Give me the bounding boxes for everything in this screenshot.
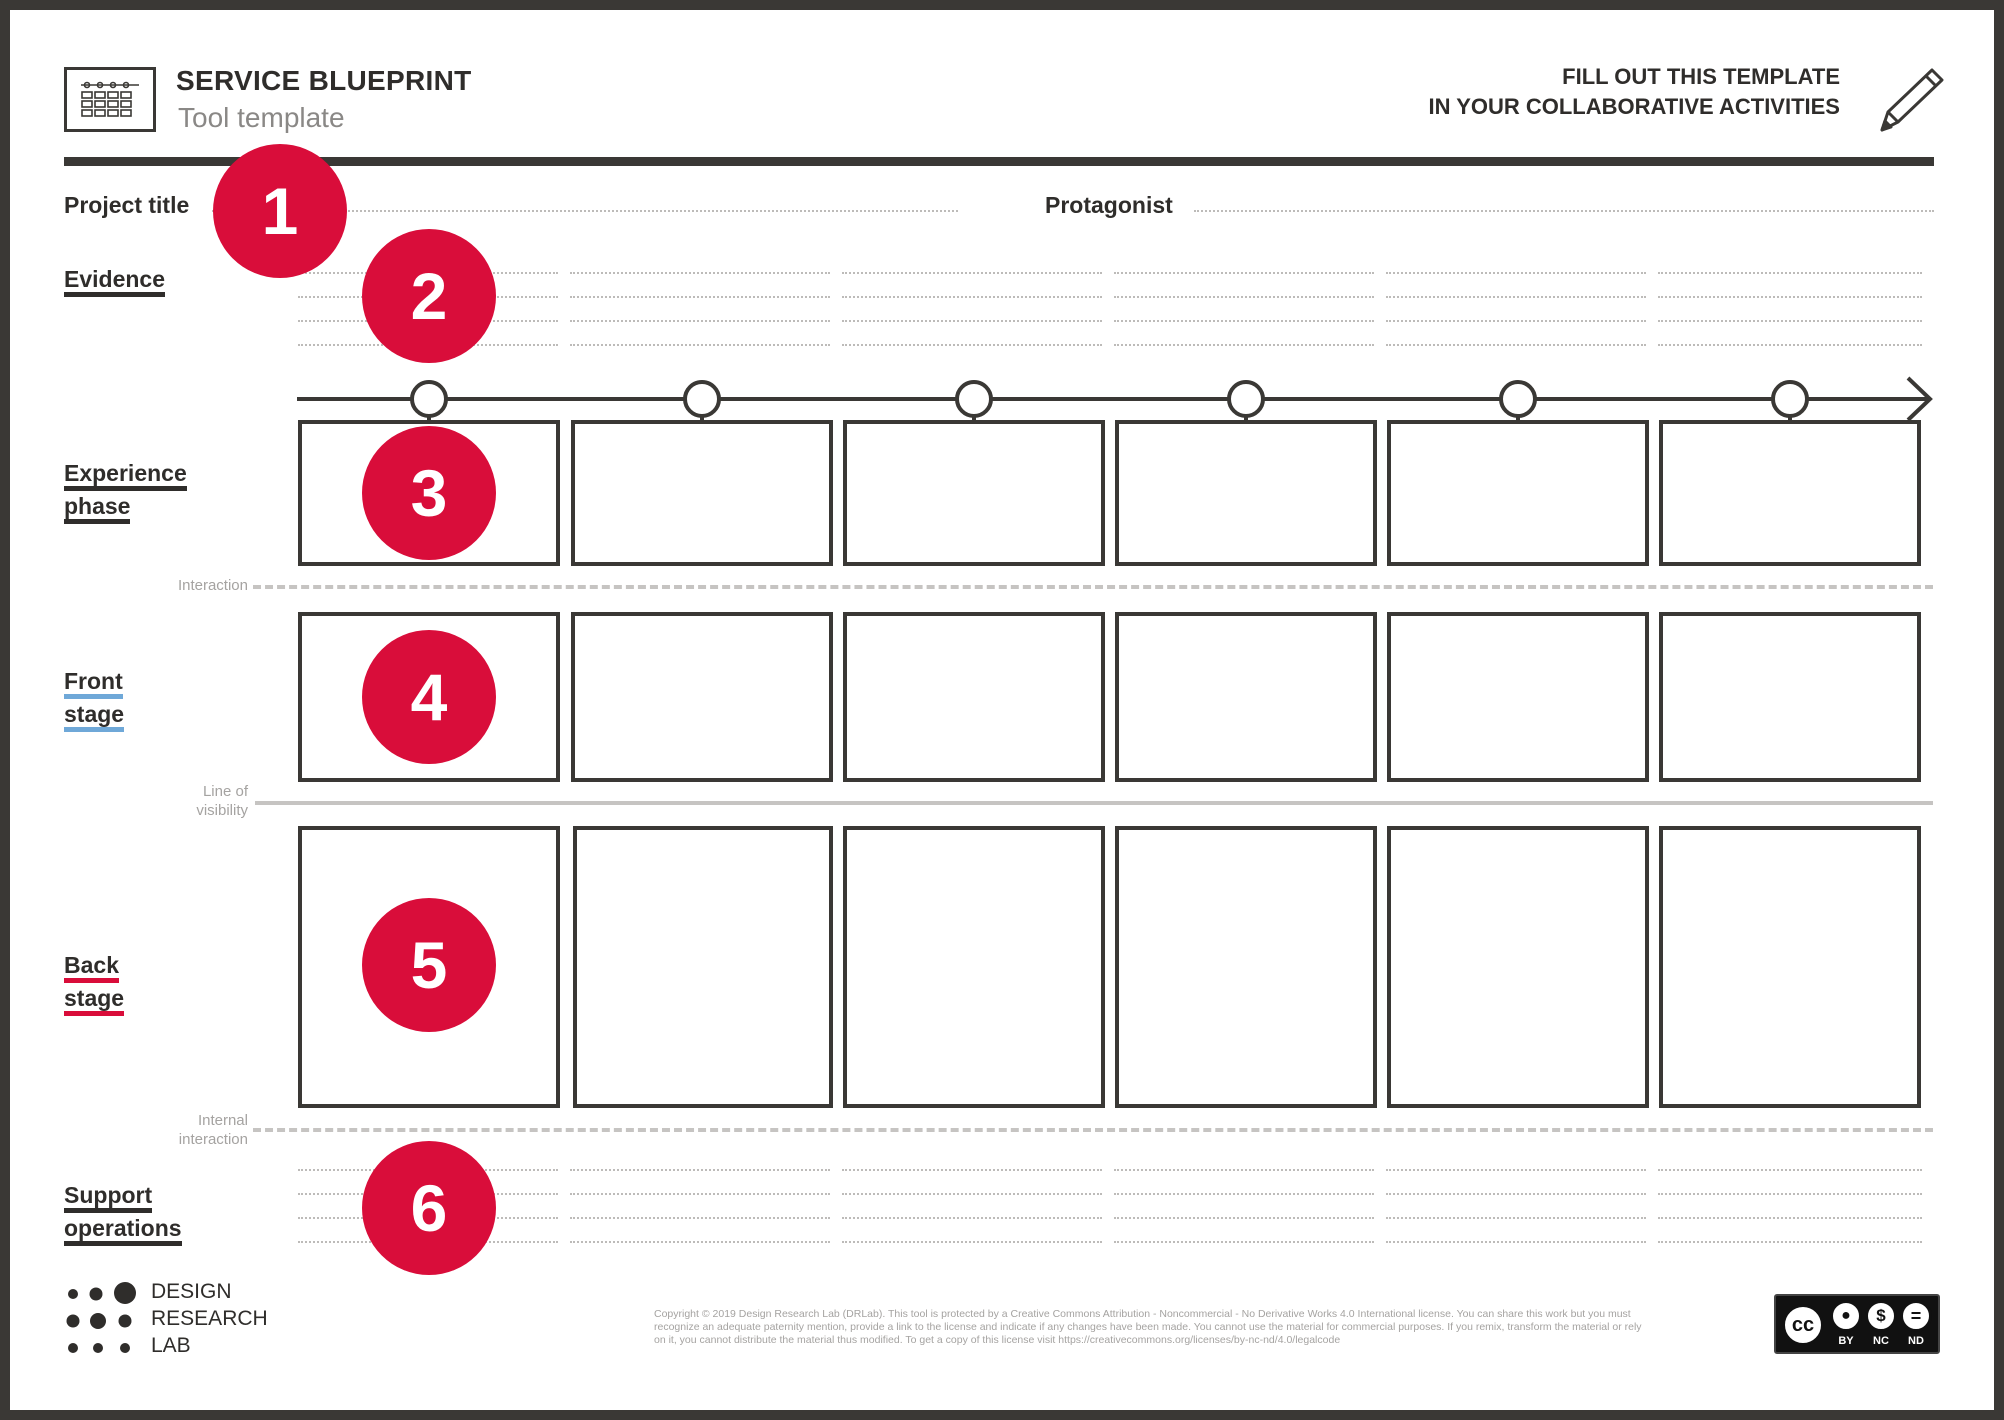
protagonist-label: Protagonist — [1045, 192, 1173, 218]
experience-phase-box[interactable] — [1659, 420, 1921, 566]
timeline-node — [1501, 382, 1535, 416]
back-label-line-2: stage — [64, 986, 124, 1016]
evidence-label-text: Evidence — [64, 267, 165, 297]
support-lines-3[interactable] — [842, 1169, 1102, 1265]
support-lines-2[interactable] — [570, 1169, 830, 1265]
page-subtitle: Tool template — [178, 102, 345, 133]
experience-label-line-2: phase — [64, 494, 130, 524]
back-stage-box[interactable] — [1659, 826, 1921, 1108]
evidence-lines-5[interactable] — [1386, 272, 1646, 368]
pencil-icon — [1872, 62, 1950, 145]
front-label-line-2: stage — [64, 702, 124, 732]
front-stage-box[interactable] — [1659, 612, 1921, 782]
timeline-node — [957, 382, 991, 416]
timeline-node — [412, 382, 446, 416]
nc-icon: $ — [1865, 1300, 1897, 1332]
support-operations-label — [64, 1180, 182, 1246]
front-stage-box[interactable] — [1115, 612, 1377, 782]
line-of-visibility — [255, 801, 1933, 805]
visibility-label-line-1: Line of — [202, 783, 248, 800]
step-badge-6: 6 — [362, 1141, 496, 1275]
license-nc-label: NC — [1873, 1335, 1889, 1347]
header-divider — [64, 157, 1934, 166]
support-label-line-2: operations — [64, 1216, 182, 1246]
copyright-text — [654, 1308, 1754, 1347]
back-stage-box[interactable] — [1115, 826, 1377, 1108]
front-stage-box[interactable] — [843, 612, 1105, 782]
experience-phase-box[interactable] — [1115, 420, 1377, 566]
experience-phase-label — [64, 458, 187, 524]
experience-phase-box[interactable] — [1387, 420, 1649, 566]
evidence-lines-6[interactable] — [1658, 272, 1922, 368]
back-stage-box[interactable] — [1387, 826, 1649, 1108]
step-badge-5: 5 — [362, 898, 496, 1032]
blueprint-sheet — [10, 10, 1994, 1410]
timeline-node — [1773, 382, 1807, 416]
drlab-line-2: RESEARCH — [151, 1307, 268, 1330]
front-stage-box[interactable] — [1387, 612, 1649, 782]
back-label-line-1: Back — [64, 953, 119, 983]
evidence-lines-4[interactable] — [1114, 272, 1374, 368]
timeline-node — [1229, 382, 1263, 416]
copyright-line-1: Copyright © 2019 Design Research Lab (DRLab). This tool is protected by a Creative Commons Attribution - Noncommercial - No Derivative Works 4.0 International license. You can share this work but you must — [654, 1308, 1631, 1320]
by-icon: ● — [1830, 1300, 1862, 1332]
evidence-lines-3[interactable] — [842, 272, 1102, 368]
drlab-line-3: LAB — [151, 1334, 191, 1357]
nd-icon: = — [1900, 1300, 1932, 1332]
license-nd-label: ND — [1908, 1335, 1924, 1347]
support-label-line-1: Support — [64, 1183, 152, 1213]
support-lines-6[interactable] — [1658, 1169, 1922, 1265]
interaction-separator-label: Interaction — [177, 577, 248, 594]
timeline-node — [685, 382, 719, 416]
copyright-line-2: recognize an adequate paternity mention, provide a link to the license and indicate if any changes have been made. You cannot use the material for commercial purposes. If you remix, transform the material or rely — [654, 1321, 1642, 1333]
drlab-line-1: DESIGN — [151, 1280, 232, 1303]
support-lines-4[interactable] — [1114, 1169, 1374, 1265]
experience-phase-box[interactable] — [571, 420, 833, 566]
back-stage-box[interactable] — [843, 826, 1105, 1108]
visibility-separator-label — [130, 782, 248, 820]
experience-label-line-1: Experience — [64, 461, 187, 491]
page-title: SERVICE BLUEPRINT — [176, 65, 472, 96]
step-badge-1: 1 — [213, 144, 347, 278]
front-label-line-1: Front — [64, 669, 123, 699]
internal-label-line-2: interaction — [178, 1131, 248, 1148]
step-badge-2: 2 — [362, 229, 496, 363]
support-lines-5[interactable] — [1386, 1169, 1646, 1265]
license-by-label: BY — [1838, 1335, 1854, 1347]
cta-text — [1428, 62, 1840, 122]
evidence-lines-2[interactable] — [570, 272, 830, 368]
experience-phase-box[interactable] — [843, 420, 1105, 566]
internal-interaction-label — [130, 1111, 248, 1149]
protagonist-line[interactable] — [1194, 210, 1934, 212]
back-stage-box[interactable] — [573, 826, 833, 1108]
evidence-label — [64, 264, 165, 297]
copyright-line-3: on it, you cannot distribute the material thus modified. To get a copy of this license visit https://creativecommons.org/licenses/by-nc-nd/4.0/legalcode — [654, 1334, 1341, 1346]
cta-line-1: FILL OUT THIS TEMPLATE — [1562, 64, 1840, 89]
front-stage-box[interactable] — [571, 612, 833, 782]
cta-line-2: IN YOUR COLLABORATIVE ACTIVITIES — [1428, 94, 1840, 119]
drlab-name — [151, 1278, 268, 1359]
interaction-line — [253, 585, 1933, 589]
internal-label-line-1: Internal — [197, 1112, 248, 1129]
internal-interaction-line — [253, 1128, 1933, 1132]
drlab-logo-icon — [64, 1280, 144, 1358]
cc-icon: cc — [1782, 1304, 1824, 1346]
step-badge-4: 4 — [362, 630, 496, 764]
front-stage-label — [64, 666, 124, 732]
back-stage-label — [64, 950, 124, 1016]
blueprint-logo-icon — [64, 67, 156, 132]
step-badge-3: 3 — [362, 426, 496, 560]
visibility-label-line-2: visibility — [196, 802, 248, 819]
project-title-label: Project title — [64, 192, 190, 218]
cc-license-badge[interactable] — [1774, 1294, 1940, 1354]
